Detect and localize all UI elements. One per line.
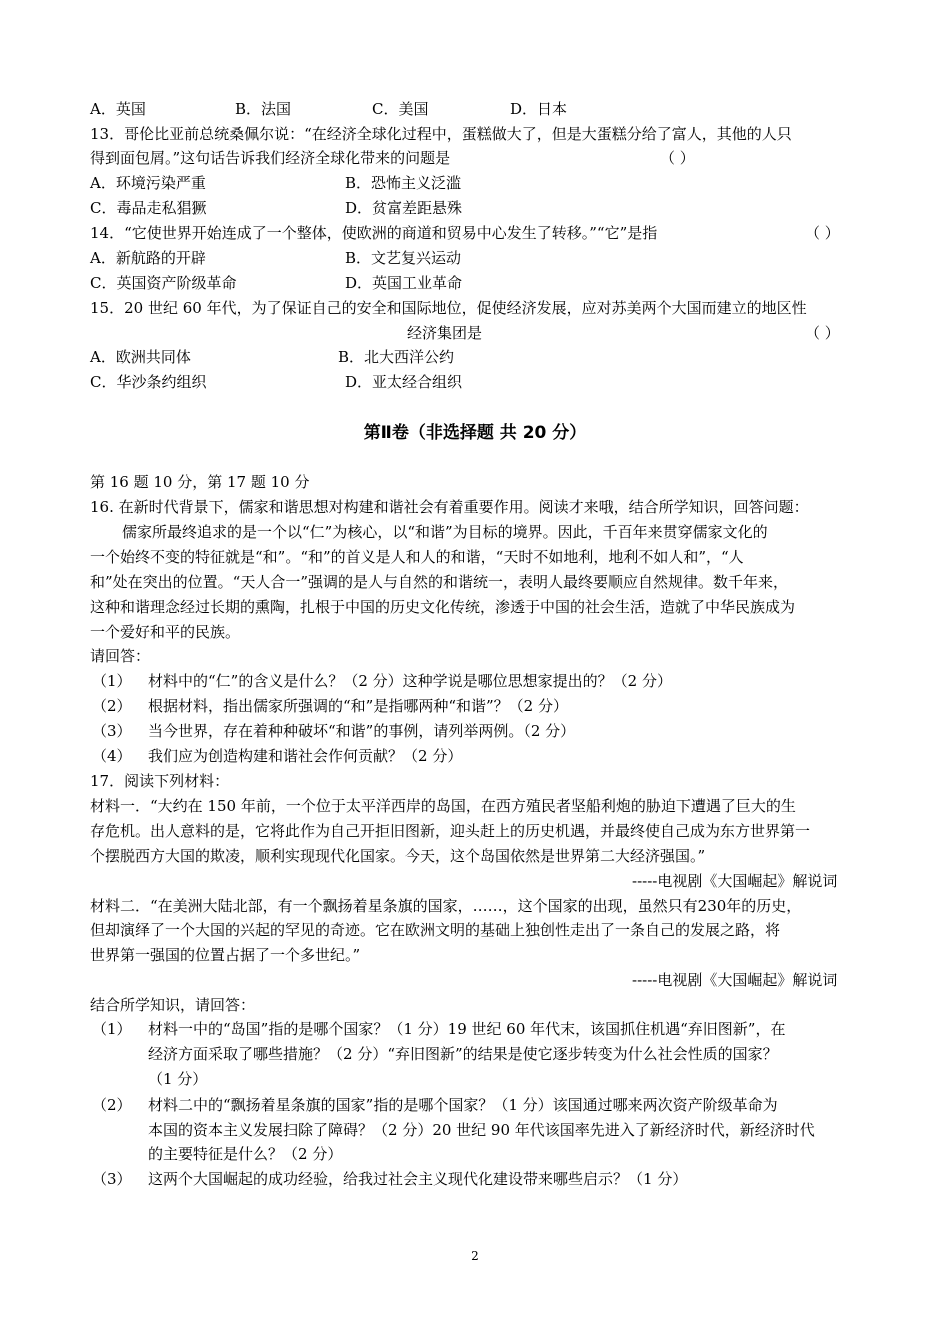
q13-option-b: B．恐怖主义泛滥 bbox=[345, 174, 462, 192]
q13-stem-line1: 13．哥伦比亚前总统桑佩尔说：“在经济全球化过程中，蛋糕做大了，但是大蛋糕分给了富人，其他的人只 bbox=[90, 125, 792, 143]
q12-option-d: D．日本 bbox=[510, 100, 568, 118]
q16-sub-number: （4） bbox=[92, 747, 132, 765]
q16-passage-line: 一个始终不变的特征就是“和”。“和”的首义是人和人的和谐，“天时不如地利，地利不如人和”，“人 bbox=[90, 548, 744, 566]
q16-passage-line: 这种和谐理念经过长期的熏陶，扎根于中国的历史文化传统，渗透于中国的社会生活，造就了中华民族成为 bbox=[90, 598, 796, 616]
q16-sub-text: 根据材料，指出儒家所强调的“和”是指哪两种“和谐”？（2 分） bbox=[148, 697, 568, 715]
q17-sub-text: 材料二中的“飘扬着星条旗的国家”指的是哪个国家？（1 分）该国通过哪来两次资产阶级革命为 bbox=[148, 1096, 778, 1114]
q17-sub-text: （1 分） bbox=[148, 1070, 208, 1088]
q16-intro: 16. 在新时代背景下，儒家和谐思想对构建和谐社会有着重要作用。阅读才来哦，结合所学知识，回答问题： bbox=[90, 498, 809, 516]
q16-sub-number: （3） bbox=[92, 722, 132, 740]
q16-sub-number: （1） bbox=[92, 672, 132, 690]
q13-option-c: C．毒品走私猖獗 bbox=[90, 199, 207, 217]
q16-prompt: 请回答： bbox=[90, 647, 151, 665]
q14-option-a: A．新航路的开辟 bbox=[90, 249, 206, 267]
q15-stem-line1: 15．20 世纪 60 年代，为了保证自己的安全和国际地位，促使经济发展，应对苏美两个大国而建立的地区性 bbox=[90, 299, 807, 317]
q17-material-1-line: 存危机。出人意料的是，它将此作为自己开拒旧图新，迎头赶上的历史机遇，并最终使自己成为东方世界第一 bbox=[90, 822, 811, 840]
section-2-title: 第Ⅱ卷（非选择题 共 20 分） bbox=[363, 423, 587, 443]
q13-answer-bracket: （ ） bbox=[660, 149, 695, 167]
q16-passage-line: 儒家所最终追求的是一个以“仁”为核心，以“和谐”为目标的境界。因此，千百年来贯穿儒家文化的 bbox=[122, 523, 768, 541]
q17-prompt: 结合所学知识，请回答： bbox=[90, 996, 256, 1014]
q17-material-1-source: -----电视剧《大国崛起》解说词 bbox=[632, 872, 838, 890]
q14-stem: 14．“它使世界开始连成了一个整体，使欧洲的商道和贸易中心发生了转移。”“它”是指 bbox=[90, 224, 658, 242]
page-number: 2 bbox=[471, 1249, 479, 1263]
q16-sub-text: 材料中的“仁”的含义是什么？（2 分）这种学说是哪位思想家提出的？（2 分） bbox=[148, 672, 672, 690]
q16-passage-line: 一个爱好和平的民族。 bbox=[90, 623, 241, 641]
q16-passage-line: 和”处在突出的位置。“天人合一”强调的是人与自然的和谐统一，表明人最终要顺应自然规律。数千年来， bbox=[90, 573, 789, 591]
q15-stem-line2: 经济集团是 bbox=[407, 324, 483, 342]
q15-option-b: B．北大西洋公约 bbox=[338, 348, 455, 366]
q17-material-2-line: 材料二．“在美洲大陆北部，有一个飘扬着星条旗的国家，……，这个国家的出现，虽然只有230年的历史， bbox=[90, 897, 802, 915]
q15-option-d: D．亚太经合组织 bbox=[345, 373, 463, 391]
q17-sub-text: 的主要特征是什么？（2 分） bbox=[148, 1145, 343, 1163]
q15-option-c: C．华沙条约组织 bbox=[90, 373, 207, 391]
q15-answer-bracket: （ ） bbox=[805, 324, 840, 342]
q14-answer-bracket: （ ） bbox=[805, 224, 840, 242]
q16-sub-text: 我们应为创造构建和谐社会作何贡献？（2 分） bbox=[148, 747, 463, 765]
q17-sub-number: （1） bbox=[92, 1020, 132, 1038]
q17-sub-text: 本国的资本主义发展扫除了障碍？（2 分）20 世纪 90 年代该国率先进入了新经济时代，新经济时代 bbox=[148, 1121, 815, 1139]
score-note: 第 16 题 10 分，第 17 题 10 分 bbox=[90, 473, 310, 491]
q14-option-d: D．英国工业革命 bbox=[345, 274, 463, 292]
q16-sub-number: （2） bbox=[92, 697, 132, 715]
q14-option-c: C．英国资产阶级革命 bbox=[90, 274, 237, 292]
q17-material-1-line: 个摆脱西方大国的欺凌，顺利实现现代化国家。今天，这个岛国依然是世界第二大经济强国。” bbox=[90, 847, 706, 865]
q17-sub-text: 这两个大国崛起的成功经验，给我过社会主义现代化建设带来哪些启示？（1 分） bbox=[148, 1170, 688, 1188]
q12-option-c: C．美国 bbox=[372, 100, 429, 118]
q15-option-a: A．欧洲共同体 bbox=[90, 348, 191, 366]
q17-sub-number: （2） bbox=[92, 1096, 132, 1114]
q17-material-1-line: 材料一．“大约在 150 年前，一个位于太平洋西岸的岛国，在西方殖民者坚船利炮的胁迫下遭遇了巨大的生 bbox=[90, 797, 796, 815]
q17-material-2-line: 世界第一强国的位置占据了一个多世纪。” bbox=[90, 946, 361, 964]
q17-material-2-source: -----电视剧《大国崛起》解说词 bbox=[632, 971, 838, 989]
q13-option-d: D．贫富差距悬殊 bbox=[345, 199, 463, 217]
q12-option-a: A．英国 bbox=[90, 100, 146, 118]
q17-sub-text: 经济方面采取了哪些措施？（2 分）“弃旧图新”的结果是使它逐步转变为什么社会性质的国家？ bbox=[148, 1045, 778, 1063]
q17-material-2-line: 但却演绎了一个大国的兴起的罕见的奇迹。它在欧洲文明的基础上独创性走出了一条自己的发展之路，将 bbox=[90, 921, 781, 939]
q17-sub-text: 材料一中的“岛国”指的是哪个国家？（1 分）19 世纪 60 年代末，该国抓住机遇“弃旧图新”，在 bbox=[148, 1020, 786, 1038]
q12-option-b: B．法国 bbox=[235, 100, 292, 118]
q13-stem-line2: 得到面包屑。”这句话告诉我们经济全球化带来的问题是 bbox=[90, 149, 451, 167]
q17-sub-number: （3） bbox=[92, 1170, 132, 1188]
q16-sub-text: 当今世界，存在着种种破坏“和谐”的事例，请列举两例。（2 分） bbox=[148, 722, 576, 740]
q14-option-b: B．文艺复兴运动 bbox=[345, 249, 462, 267]
q13-option-a: A．环境污染严重 bbox=[90, 174, 206, 192]
q17-intro: 17．阅读下列材料： bbox=[90, 772, 230, 790]
